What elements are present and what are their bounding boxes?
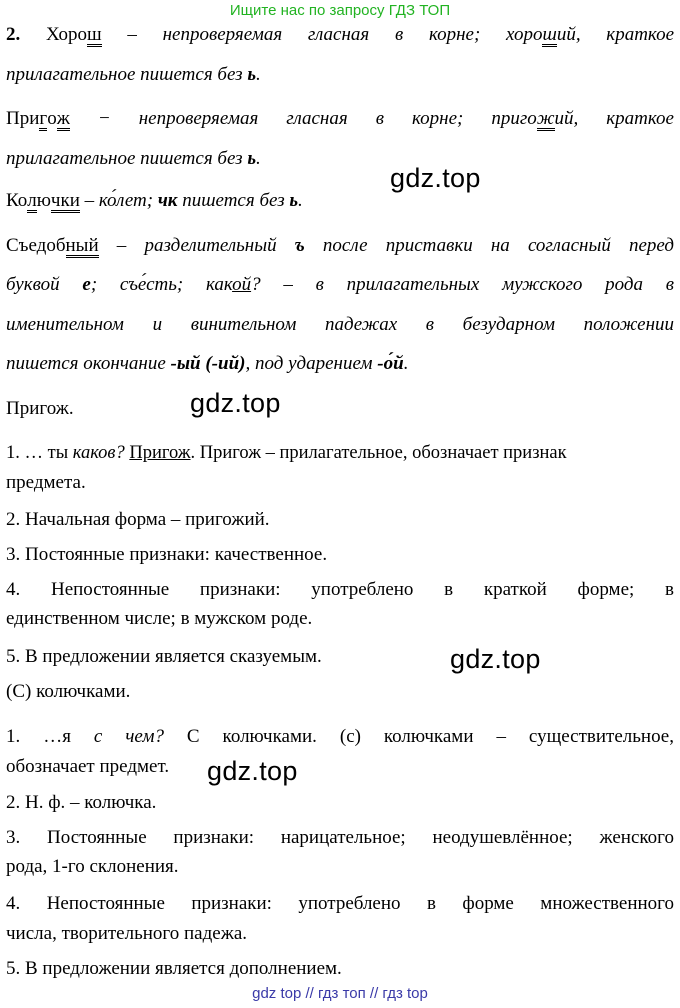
p2-item4: 4. Непостоянные признаки: употреблено в форме множественного [6,893,674,914]
s1-line1: 2. Хорош – непроверяемая гласная в корне; хороший, краткое [6,24,675,45]
s3-line1: Колючки – ко́лет; чк пишется без ь. [6,190,303,211]
s4-line4: пишется окончание -ый (-ий), под ударением -о́й. [6,353,409,374]
watermark: gdz.top [390,163,481,193]
p1-item1-cont: предмета. [6,472,86,493]
s1-line2: прилагательное пишется без ь. [6,64,261,85]
p1-item1: 1. … ты каков? Пригож. Пригож – прилагательное, обозначает признак [6,443,567,463]
section-title-kolyuchkami: (С) колючками. [6,681,131,702]
exercise-number: 2. [6,24,21,45]
p2-item4-cont: числа, творительного падежа. [6,923,248,944]
s2-line2: прилагательное пишется без ь. [6,148,261,169]
section-title-prigozh: Пригож. [6,398,74,419]
footer-links[interactable]: gdz top // гдз топ // гдз top [252,985,428,1002]
p1-item4-cont: единственном числе; в мужском роде. [6,608,313,629]
p1-item3: 3. Постоянные признаки: качественное. [6,544,328,565]
s4-line3: именительном и винительном падежах в безударном положении [6,314,674,335]
search-banner[interactable]: Ищите нас по запросу ГДЗ ТОП [229,2,451,19]
p2-item3-cont: рода, 1-го склонения. [6,856,179,877]
p1-item2: 2. Начальная форма – пригожий. [6,509,270,530]
p1-item5: 5. В предложении является сказуемым. [6,646,322,667]
watermark: gdz.top [450,644,541,674]
p1-item4: 4. Непостоянные признаки: употреблено в краткой форме; в [6,579,674,600]
s4-line2: буквой е; съе́сть; какой? – в прилагательных мужского рода в [6,274,674,295]
p2-item1: 1. …я с чем? С колючками. (с) колючками – существительное, [6,726,674,747]
watermark: gdz.top [190,388,281,418]
s2-line1: Пригож − непроверяемая гласная в корне; пригожий, краткое [6,108,674,129]
p2-item3: 3. Постоянные признаки: нарицательное; неодушевлённое; женского [6,827,674,848]
p2-item1-cont: обозначает предмет. [6,756,170,777]
s4-line1: Съедобный – разделительный ъ после приставки на согласный перед [6,235,674,256]
p2-item5: 5. В предложении является дополнением. [6,958,342,979]
p2-item2: 2. Н. ф. – колючка. [6,792,157,813]
watermark: gdz.top [207,756,298,786]
